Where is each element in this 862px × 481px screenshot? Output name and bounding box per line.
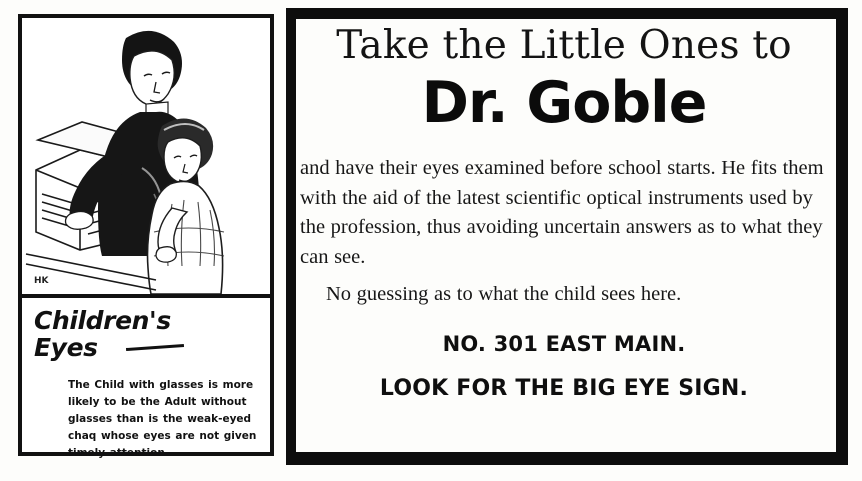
- artist-monogram: HK: [34, 276, 49, 287]
- ad-copy-column: [300, 22, 828, 446]
- caption-underline-swash: [126, 344, 184, 351]
- border-rule-top: [286, 8, 848, 19]
- border-rule-bottom: [286, 452, 848, 465]
- address-line: NO. 301 EAST MAIN.: [442, 331, 686, 356]
- tagline: LOOK FOR THE BIG EYE SIGN.: [379, 375, 749, 401]
- headline-primary: Take the Little Ones to: [336, 23, 792, 68]
- caption-title-line1: Children's: [34, 306, 171, 335]
- border-rule-right: [836, 8, 848, 465]
- border-rule-left: [286, 8, 296, 465]
- caption-block: [22, 298, 270, 459]
- illustration-frame: [22, 18, 270, 298]
- caption-title-line2: Eyes: [34, 332, 98, 362]
- woman-and-child-illustration: [22, 18, 270, 294]
- headline-business-name: Dr. Goble: [421, 70, 707, 136]
- illustration-panel: [18, 14, 274, 459]
- body-paragraph-1: and have their eyes examined before school starts. He fits them with the aid of the latest scientific optical instruments used by the profession, thus avoiding uncertain answers as to what they can see.: [300, 157, 824, 268]
- body-paragraph-2: No guessing as to what the child sees here.: [326, 283, 682, 306]
- caption-body-text: The Child with glasses is more likely to be the Adult without glasses than is the weak-eyed chaq whose eyes are not given timely attention.: [68, 379, 257, 459]
- caption-title: [34, 308, 258, 361]
